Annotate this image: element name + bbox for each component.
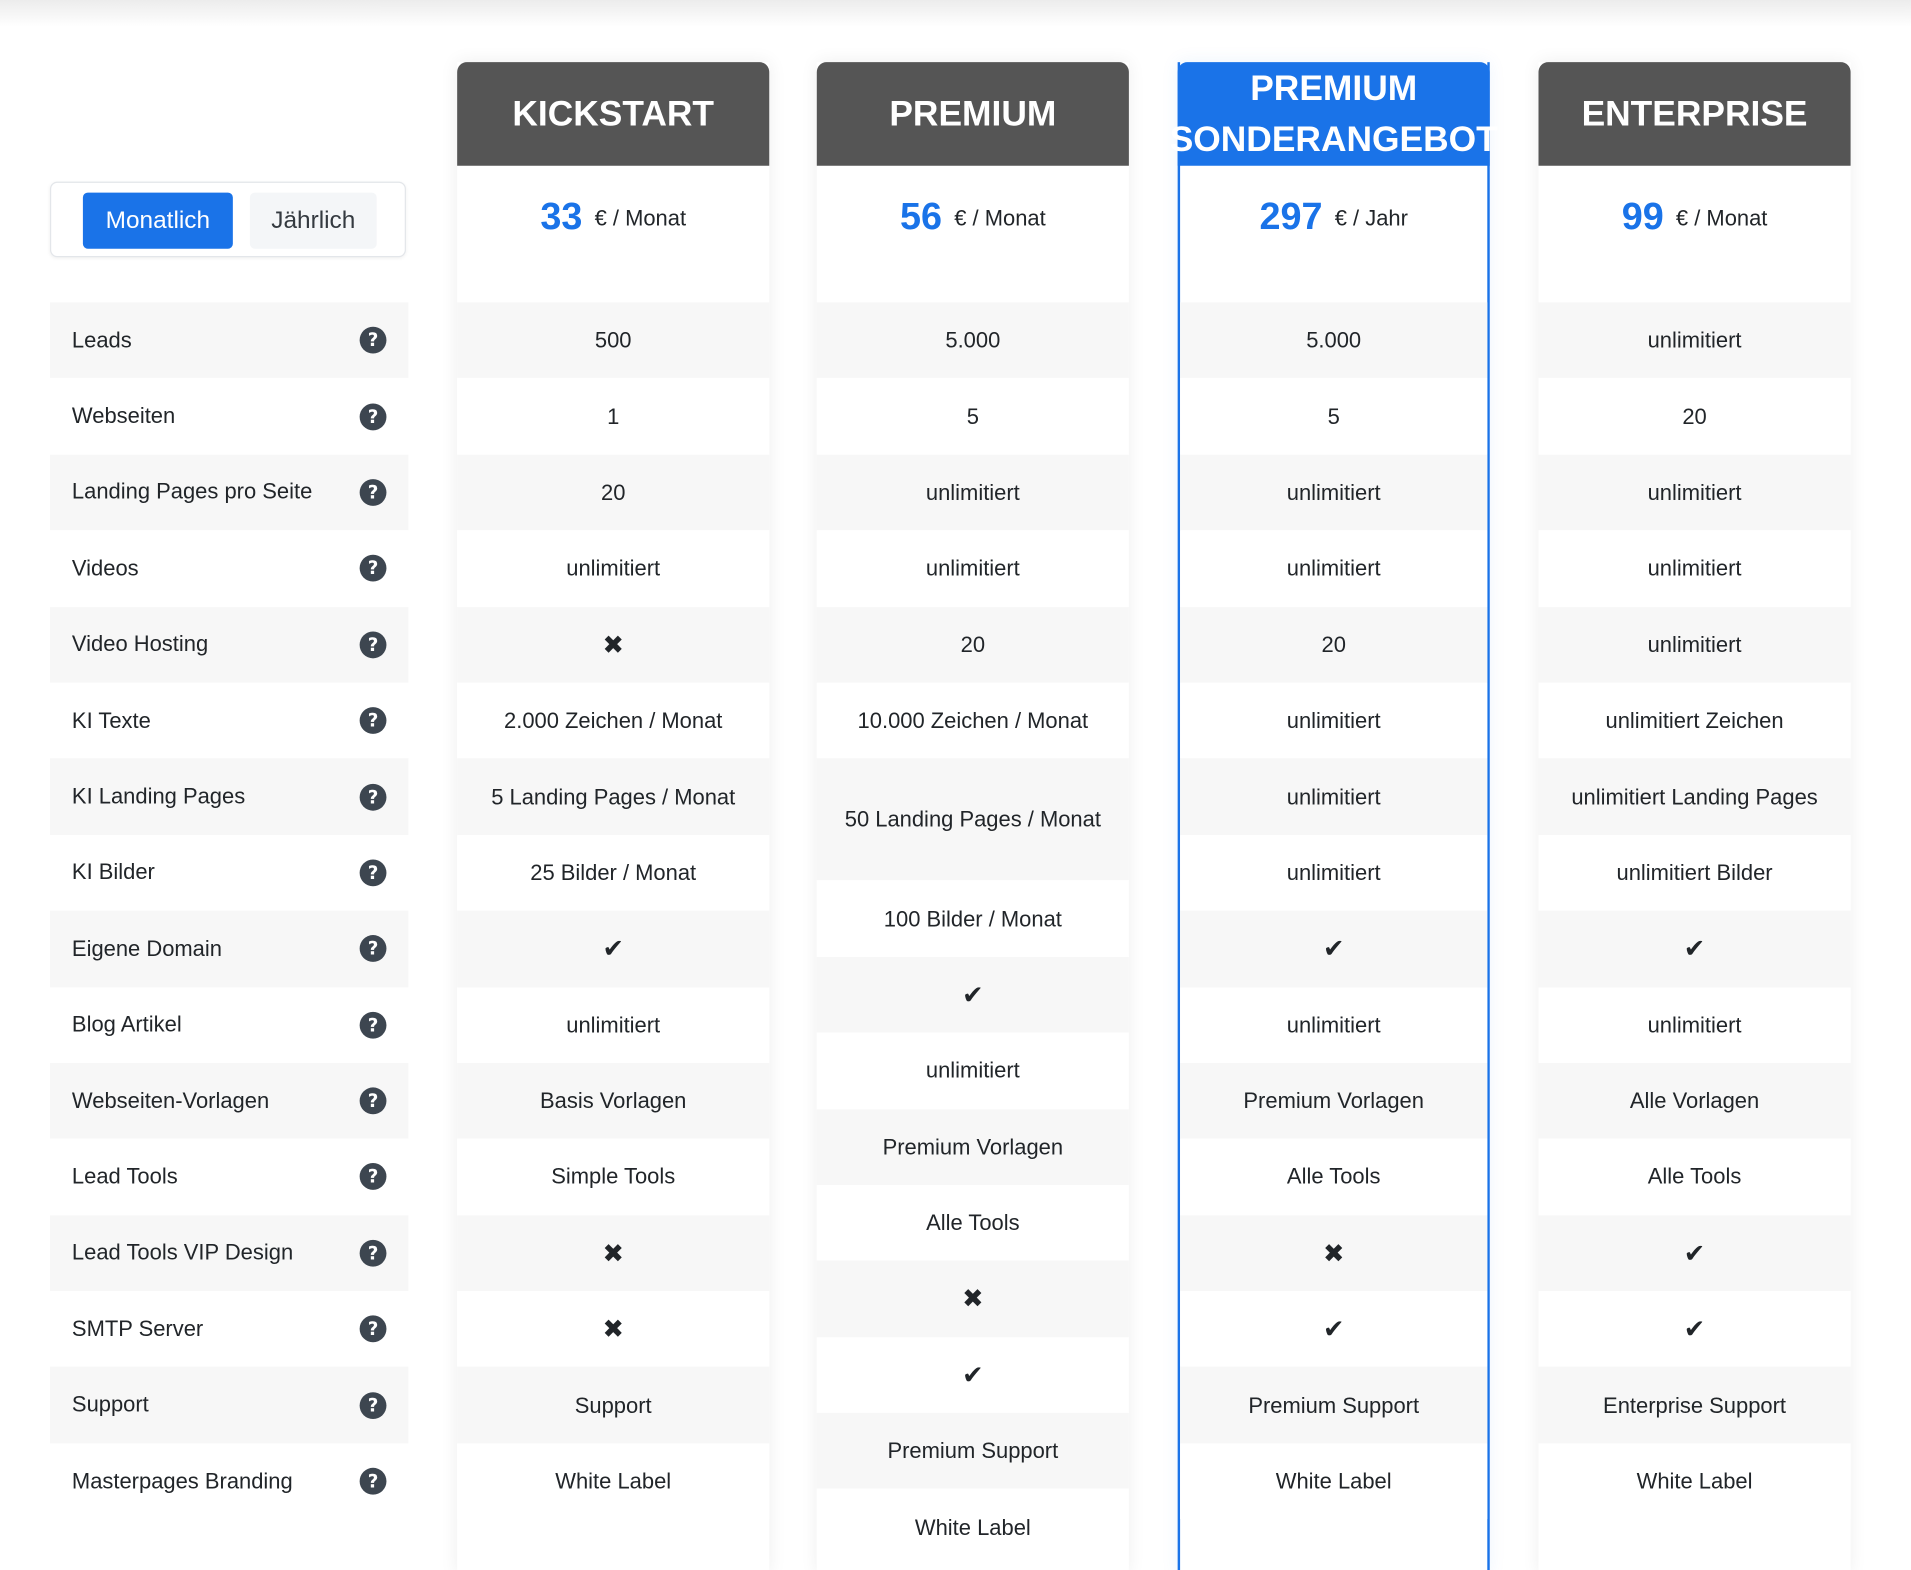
plan-value-cell [817, 1033, 1129, 1109]
help-icon[interactable]: ? [360, 859, 387, 886]
value-text: Premium Vorlagen [882, 1134, 1064, 1160]
plan-value-cell [457, 1367, 769, 1443]
plan-value-cell [1539, 302, 1851, 378]
help-icon[interactable]: ? [360, 1468, 387, 1495]
plan-value-cell [1180, 1291, 1487, 1367]
value-text: 5.000 [945, 328, 1001, 353]
plan-value-cell [1539, 1443, 1851, 1519]
cross-icon: ✖ [602, 629, 624, 660]
feature-list [50, 302, 408, 1519]
plan-value-cell [1180, 378, 1487, 454]
value-text: Alle Tools [926, 1210, 1020, 1236]
plan-value-cell [817, 1489, 1129, 1565]
plan-value-cell [457, 454, 769, 530]
feature-label: Masterpages Branding [71, 1468, 293, 1493]
plan-value-cell [457, 911, 769, 987]
plan-value-cell [1539, 1215, 1851, 1291]
plan-value-cell [457, 683, 769, 759]
price-period: € / Monat [954, 206, 1046, 231]
help-icon[interactable]: ? [360, 1392, 387, 1419]
plan-premium-sonderangebot [1169, 62, 1498, 1570]
billing-toggle [50, 182, 406, 258]
plan-value-cell [1180, 302, 1487, 378]
value-text: unlimitiert [1286, 784, 1381, 809]
feature-label: Lead Tools [71, 1164, 178, 1189]
feature-row [50, 1291, 408, 1367]
value-text: White Label [1636, 1469, 1753, 1494]
price-period: € / Monat [1675, 206, 1768, 231]
plan-title: PREMIUM [817, 62, 1129, 166]
value-text: unlimitiert [1286, 860, 1381, 885]
plan-value-cell [817, 531, 1129, 607]
plan-value-cell [457, 759, 769, 835]
feature-label: KI Texte [71, 707, 151, 733]
plan-value-cell [457, 987, 769, 1063]
help-icon[interactable]: ? [360, 1011, 387, 1038]
plan-value-cell [457, 1291, 769, 1367]
price-period: € / Monat [594, 206, 687, 231]
value-text: unlimitiert [925, 1058, 1020, 1083]
plan-value-cell [817, 1337, 1129, 1413]
value-text: unlimitiert Landing Pages [1571, 784, 1818, 809]
value-text: unlimitiert [1647, 556, 1742, 581]
plan-values [1539, 302, 1851, 1519]
value-text: Alle Vorlagen [1629, 1088, 1760, 1114]
plan-title: KICKSTART [457, 62, 769, 166]
value-text: unlimitiert [1286, 556, 1381, 581]
plan-value-cell [1539, 378, 1851, 454]
plan-value-cell [457, 302, 769, 378]
value-text: White Label [555, 1469, 672, 1494]
plan-value-cell [457, 531, 769, 607]
value-text: 50 Landing Pages / Monat [844, 807, 1101, 832]
help-icon[interactable]: ? [360, 783, 387, 810]
value-text: Alle Tools [1647, 1164, 1742, 1190]
value-text: unlimitiert [566, 556, 661, 581]
help-icon[interactable]: ? [360, 1088, 387, 1115]
plan-value-cell [1180, 1215, 1487, 1291]
plan-price [1180, 166, 1487, 303]
feature-row [50, 1443, 408, 1519]
plan-value-cell [817, 1413, 1129, 1489]
value-text: 5 [966, 404, 979, 429]
value-text: Support [574, 1393, 652, 1418]
feature-label: Landing Pages pro Seite [71, 479, 313, 505]
plan-value-cell [1180, 683, 1487, 759]
help-icon[interactable]: ? [360, 631, 387, 658]
check-icon: ✔ [1683, 934, 1706, 964]
plan-premium [817, 62, 1129, 1570]
check-icon: ✔ [602, 934, 624, 964]
plan-value-cell [1539, 987, 1851, 1063]
check-icon: ✔ [962, 1360, 984, 1390]
plan-value-cell [817, 302, 1129, 378]
plan-value-cell [1539, 683, 1851, 759]
value-text: 20 [1321, 632, 1346, 657]
help-icon[interactable]: ? [360, 707, 387, 734]
top-shadow [0, 0, 1911, 27]
plan-value-cell [457, 607, 769, 683]
feature-label: Support [71, 1392, 149, 1417]
value-text: unlimitiert [925, 480, 1020, 505]
value-text: unlimitiert [925, 556, 1020, 581]
plan-value-cell [1539, 531, 1851, 607]
help-icon[interactable]: ? [360, 935, 387, 962]
check-icon: ✔ [1322, 1314, 1345, 1344]
price-amount: 33 [540, 195, 583, 238]
value-text: unlimitiert Zeichen [1605, 708, 1784, 733]
value-text: 5 Landing Pages / Monat [491, 784, 736, 809]
plan-title: PREMIUM SONDERANGEBOT [1178, 62, 1490, 166]
plan-value-cell [817, 881, 1129, 957]
plan-value-cell [817, 378, 1129, 454]
value-text: 25 Bilder / Monat [530, 860, 697, 885]
plan-value-cell [1180, 835, 1487, 911]
value-text: 5 [1327, 404, 1340, 429]
value-text: unlimitiert [1286, 480, 1381, 505]
yearly-button[interactable]: Jährlich [250, 193, 377, 249]
value-text: unlimitiert [1647, 328, 1742, 353]
plan-title: ENTERPRISE [1539, 62, 1851, 166]
feature-label: Eigene Domain [71, 936, 222, 961]
feature-row [50, 759, 408, 835]
value-text: unlimitiert [1647, 632, 1742, 657]
value-text: Premium Support [887, 1438, 1059, 1464]
value-text: 1 [607, 404, 620, 429]
plan-values [457, 302, 769, 1519]
feature-label: Leads [71, 327, 132, 352]
plan-value-cell [817, 1261, 1129, 1337]
value-text: White Label [914, 1514, 1031, 1540]
plan-value-cell [817, 1185, 1129, 1261]
help-icon[interactable]: ? [360, 1240, 387, 1267]
value-text: 2.000 Zeichen / Monat [504, 708, 723, 733]
feature-label: Videos [71, 555, 139, 581]
price-amount: 99 [1621, 195, 1664, 238]
check-icon: ✔ [962, 980, 984, 1010]
plan-value-cell [1180, 607, 1487, 683]
cross-icon: ✖ [602, 1314, 624, 1344]
feature-label: KI Landing Pages [71, 783, 246, 809]
plan-value-cell [1539, 1139, 1851, 1215]
feature-label: KI Bilder [71, 859, 155, 885]
plan-value-cell [1180, 1063, 1487, 1139]
plan-values [1180, 302, 1487, 1519]
plan-value-cell [1180, 911, 1487, 987]
plan-price [1539, 166, 1851, 303]
value-text: Simple Tools [551, 1164, 676, 1190]
cross-icon: ✖ [962, 1284, 984, 1314]
check-icon: ✔ [1683, 1238, 1706, 1268]
feature-row [50, 1215, 408, 1291]
feature-label: Webseiten-Vorlagen [71, 1088, 270, 1113]
plan-value-cell [1180, 987, 1487, 1063]
plan-value-cell [1539, 607, 1851, 683]
feature-row [50, 531, 408, 607]
value-text: unlimitiert [1647, 480, 1742, 505]
price-amount: 297 [1259, 195, 1323, 238]
plan-value-cell [457, 835, 769, 911]
value-text: unlimitiert [566, 1012, 661, 1038]
plan-value-cell [1180, 1443, 1487, 1519]
plan-price [817, 166, 1129, 303]
plan-value-cell [1539, 911, 1851, 987]
plan-value-cell [817, 759, 1129, 881]
plan-value-cell [817, 1109, 1129, 1185]
value-text: Premium Vorlagen [1243, 1088, 1424, 1114]
feature-label: Video Hosting [71, 631, 209, 657]
plan-value-cell [457, 1215, 769, 1291]
price-period: € / Jahr [1334, 206, 1408, 231]
feature-row [50, 1139, 408, 1215]
plan-value-cell [817, 607, 1129, 683]
plan-value-cell [1180, 1367, 1487, 1443]
plan-value-cell [1539, 1367, 1851, 1443]
plan-value-cell [817, 454, 1129, 530]
value-text: Alle Tools [1286, 1164, 1381, 1190]
help-icon[interactable]: ? [360, 479, 387, 506]
value-text: 500 [594, 328, 632, 353]
plan-enterprise [1539, 62, 1851, 1570]
price-amount: 56 [899, 195, 943, 238]
feature-row [50, 835, 408, 911]
plan-value-cell [1180, 531, 1487, 607]
plan-value-cell [817, 683, 1129, 759]
feature-label: Webseiten [71, 403, 176, 428]
value-text: unlimitiert [1286, 708, 1381, 733]
feature-label: Blog Artikel [71, 1012, 182, 1037]
plan-value-cell [1539, 759, 1851, 835]
plan-value-cell [1539, 1063, 1851, 1139]
plan-value-cell [817, 957, 1129, 1033]
monthly-button[interactable]: Monatlich [83, 193, 233, 249]
cross-icon: ✖ [602, 1238, 624, 1268]
feature-row [50, 911, 408, 987]
plan-value-cell [457, 1443, 769, 1519]
feature-row [50, 302, 408, 378]
plan-kickstart [457, 62, 769, 1570]
feature-label: Lead Tools VIP Design [71, 1240, 294, 1265]
feature-row [50, 607, 408, 683]
feature-row [50, 683, 408, 759]
plan-value-cell [457, 1139, 769, 1215]
value-text: unlimitiert [1647, 1012, 1742, 1038]
value-text: 5.000 [1306, 328, 1362, 353]
plan-value-cell [1539, 454, 1851, 530]
feature-row [50, 378, 408, 454]
plan-value-cell [1180, 454, 1487, 530]
value-text: Premium Support [1248, 1393, 1420, 1418]
help-icon[interactable]: ? [360, 327, 387, 354]
cross-icon: ✖ [1322, 1238, 1345, 1268]
value-text: unlimitiert [1286, 1012, 1381, 1038]
help-icon[interactable]: ? [360, 1316, 387, 1343]
feature-row [50, 987, 408, 1063]
value-text: Basis Vorlagen [540, 1088, 687, 1114]
plan-value-cell [1180, 1139, 1487, 1215]
value-text: White Label [1275, 1469, 1392, 1494]
help-icon[interactable]: ? [360, 403, 387, 430]
value-text: 20 [1682, 404, 1707, 429]
feature-row [50, 1367, 408, 1443]
value-text: Enterprise Support [1603, 1393, 1787, 1418]
plan-values [817, 302, 1129, 1565]
feature-row [50, 454, 408, 530]
value-text: 20 [600, 480, 626, 505]
check-icon: ✔ [1683, 1314, 1706, 1344]
plan-value-cell [457, 1063, 769, 1139]
help-icon[interactable]: ? [360, 555, 387, 582]
plan-value-cell [1180, 759, 1487, 835]
feature-label: SMTP Server [71, 1316, 204, 1341]
value-text: unlimitiert Bilder [1616, 860, 1773, 885]
feature-row [50, 1063, 408, 1139]
help-icon[interactable]: ? [360, 1164, 387, 1191]
plan-value-cell [1539, 835, 1851, 911]
plan-value-cell [457, 378, 769, 454]
plan-price [457, 166, 769, 303]
value-text: 100 Bilder / Monat [883, 906, 1062, 931]
value-text: 10.000 Zeichen / Monat [857, 708, 1089, 733]
value-text: 20 [960, 632, 986, 657]
check-icon: ✔ [1322, 934, 1345, 964]
plan-value-cell [1539, 1291, 1851, 1367]
